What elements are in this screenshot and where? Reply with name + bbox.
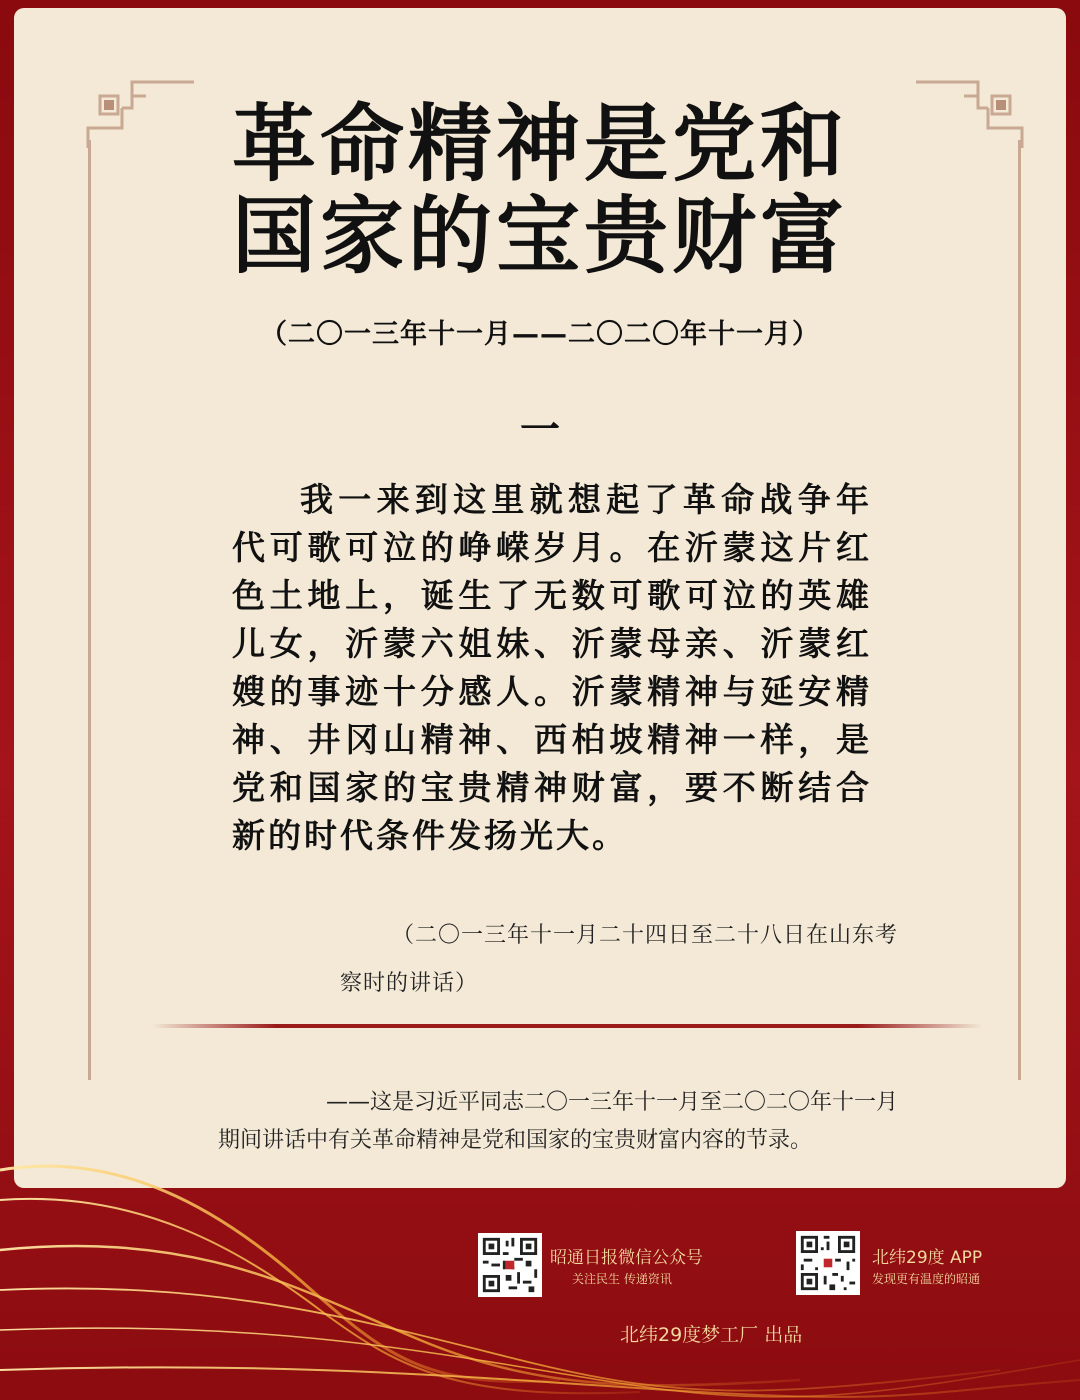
title-line-1: 革命精神是党和 bbox=[231, 95, 848, 193]
speech-source: （二〇一三年十一月二十四日至二十八日在山东考察时的讲话） bbox=[340, 923, 899, 996]
qr-code-wechat-icon[interactable] bbox=[478, 1233, 542, 1297]
qr1-subtitle: 关注民生 传递资讯 bbox=[572, 1272, 672, 1286]
qr2-subtitle: 发现更有温度的昭通 bbox=[872, 1272, 981, 1286]
producer-credit: 北纬29度梦工厂 出品 bbox=[620, 1324, 803, 1346]
divider-line bbox=[152, 1024, 982, 1028]
body-paragraph: 我一来到这里就想起了革命战争年代可歌可泣的峥嵘岁月。在沂蒙这片红色土地上，诞生了无数可歌可泣的英雄儿女，沂蒙六姐妹、沂蒙母亲、沂蒙红嫂的事迹十分感人。沂蒙精神与延安精神、井冈山精神、西柏坡精神一样，是党和国家的宝贵精神财富，要不断结合新的时代条件发扬光大。 bbox=[232, 480, 872, 855]
page-title bbox=[0, 95, 1080, 285]
qr-code-app-icon[interactable] bbox=[796, 1231, 860, 1295]
qr1-title: 昭通日报微信公众号 bbox=[550, 1248, 703, 1268]
title-line-2: 国家的宝贵财富 bbox=[231, 187, 848, 285]
footnote: ——这是习近平同志二〇一三年十一月至二〇二〇年十一月期间讲话中有关革命精神是党和国家的宝贵财富内容的节录。 bbox=[218, 1090, 899, 1153]
date-range: （二〇一三年十一月——二〇二〇年十一月） bbox=[260, 319, 820, 350]
qr2-title: 北纬29度 APP bbox=[872, 1248, 983, 1268]
section-number: 一 bbox=[520, 407, 560, 453]
